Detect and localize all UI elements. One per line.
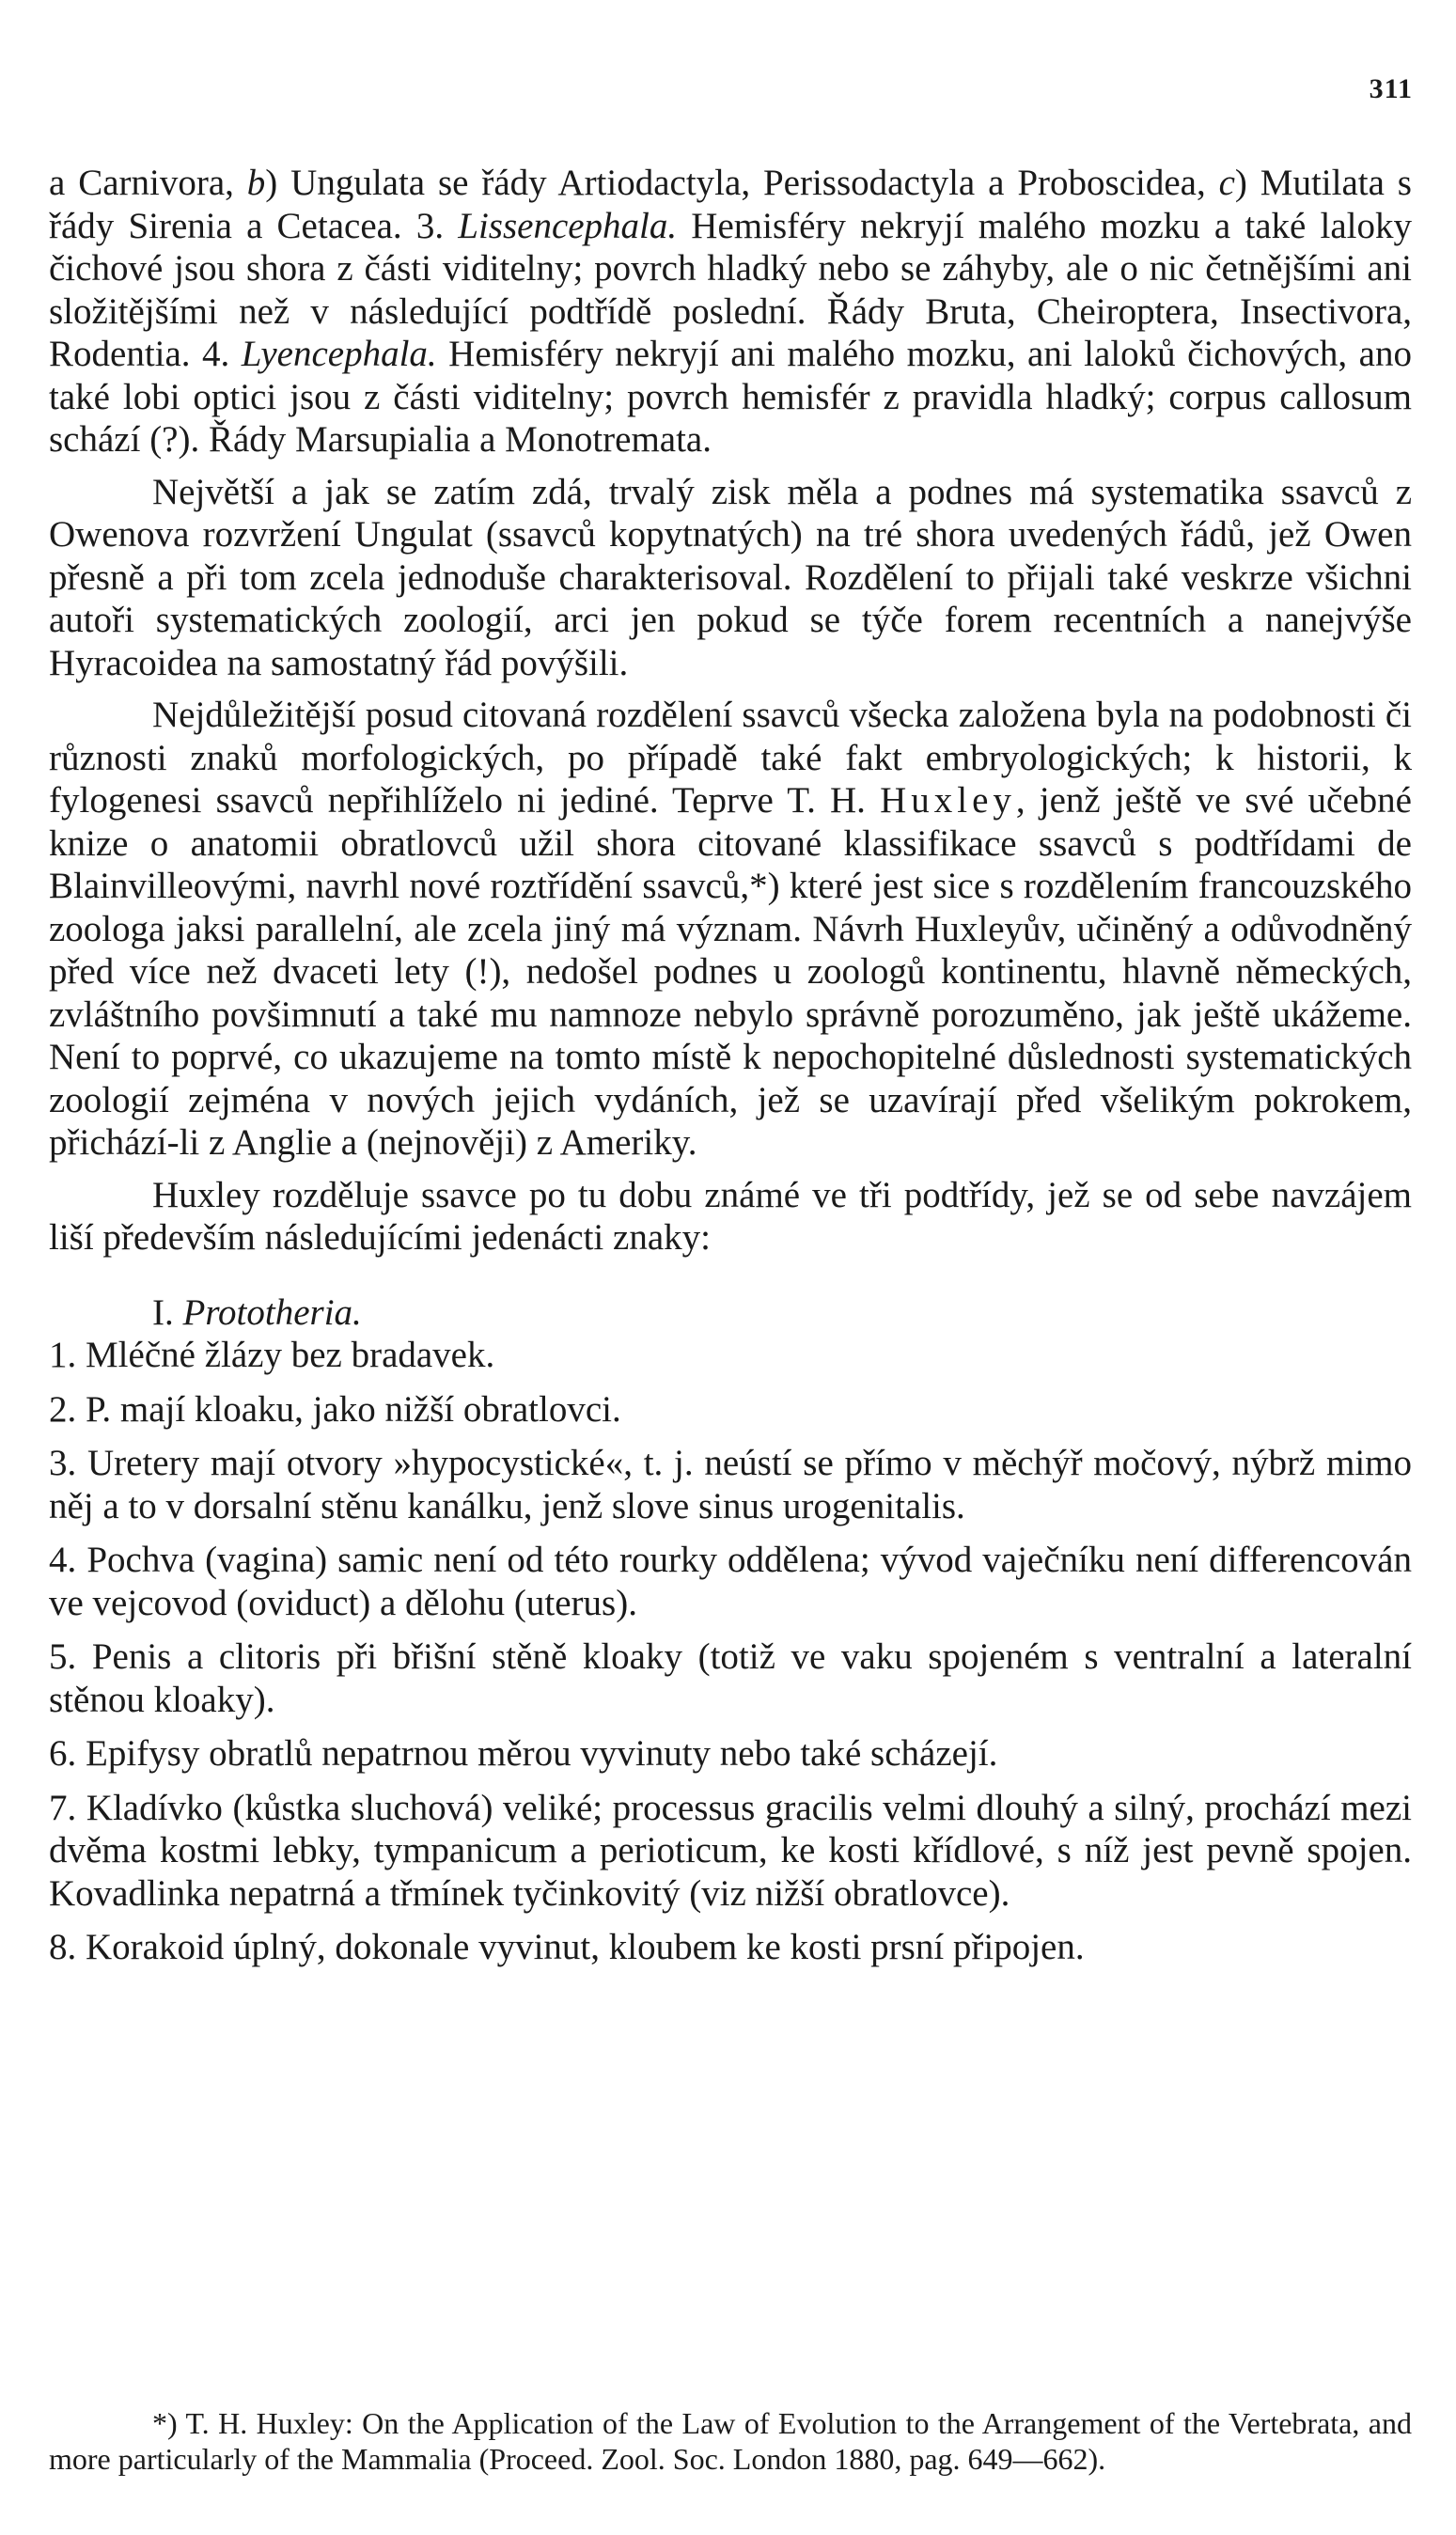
- page-number: 311: [1369, 73, 1413, 104]
- text-run: Hemisféry nekryjí ani malého mozku, ani laloků čichových, ano také lobi optici jsou z části viditelny; povrch hemisfér z pravidla hladký; corpus callosum schází (?). Řády Marsupialia a Monotremata.: [49, 334, 1412, 460]
- section-heading: [49, 1291, 1412, 1335]
- text-run: , jenž ještě ve své učebné knize o anatomii obratlovců užil shora citované klassifikace ssavců s podtřídami de Blainvilleovými, navrhl nové roztřídění ssavců,*) které jest sice s rozdělením francouzského zoologa jaksi parallelní, ale zcela jiný má význam. Návrh Huxleyův, učiněný a odůvodněný před více než dvaceti lety (!), nedošel podnes u zoologů kontinentu, hlavně německých, zvláštního povšimnutí a také mu namnoze nebylo správně porozuměno, jak ještě ukážeme. Není to poprvé, co ukazujeme na tomto místě k nepochopitelné důslednosti systematických zoologií zejména v nových jejich vydáních, jež se uzavírají před všelikým pokrokem, přichází-li z Anglie a (nejnověji) z Ameriky.: [49, 780, 1412, 1163]
- text-run: Nejdůležitější posud citovaná rozdělení ssavců všecka založena byla na podobnosti či různosti znaků morfologických, po případě také fakt embryologických; k historii, k fylogenesi ssavců nepřihlíželo ni jediné. Teprve T. H.: [49, 695, 1412, 821]
- paragraph: [49, 694, 1412, 1165]
- list-item: 2. P. mají kloaku, jako nižší obratlovci.: [49, 1388, 621, 1430]
- text-run: ) Ungulata se řády Artiodactyla, Perissodactyla a Proboscidea,: [265, 163, 1219, 203]
- body-text: [49, 162, 1412, 1969]
- text-run: ) Mutilata s řády Sirenia a Cetacea. 3.: [49, 163, 1412, 246]
- text-run-italic: Lissencephala.: [458, 205, 678, 246]
- paragraph-continuation: [49, 162, 1412, 462]
- list-item: 8. Korakoid úplný, dokonale vyvinut, kloubem ke kosti prsní připojen.: [49, 1927, 1085, 1967]
- section-numeral: I.: [152, 1291, 183, 1333]
- list-item: 7. Kladívko (kůstka sluchová) veliké; processus gracilis velmi dlouhý a silný, prochází mezi dvěma kostmi lebky, tympanicum a perioticum, ke kosti křídlové, s níž jest pevně spojen. Kovadlinka nepatrná a třmínek tyčinkovitý (viz nižší obratlovce).: [49, 1787, 1412, 1914]
- list-item: 5. Penis a clitoris při břišní stěně kloaky (totiž ve vaku spojeném s ventralní a lateralní stěnou kloaky).: [49, 1636, 1412, 1720]
- text-run-italic: c: [1218, 163, 1235, 203]
- list-item: 6. Epifysy obratlů nepatrnou měrou vyvinuty nebo také scházejí.: [49, 1733, 998, 1774]
- section-title: Prototheria.: [182, 1291, 362, 1333]
- paragraph: Huxley rozděluje ssavce po tu dobu známé ve tři podtřídy, jež se od sebe navzájem liší především následujícími jedenácti znaky:: [49, 1174, 1412, 1258]
- text-run-spaced: Huxley: [880, 780, 1016, 821]
- footnote: [49, 2406, 1412, 2477]
- list-item: 4. Pochva (vagina) samic není od této rourky oddělena; vývod vaječníku není differencován ve vejcovod (oviduct) a dělohu (uterus).: [49, 1540, 1412, 1623]
- text-run-italic: b: [246, 163, 266, 203]
- footnote-text: *) T. H. Huxley: On the Application of the Law of Evolution to the Arrangement of the Vertebrata, and more particularly of the Mammalia (Proceed. Zool. Soc. London 1880, pag. 649—662).: [49, 2406, 1412, 2476]
- text-run: a Carnivora,: [49, 163, 247, 203]
- text-run: Hemisféry nekryjí malého mozku a také laloky čichové jsou shora z části viditelny; povrch hladký nebo se záhyby, ale o nic četnějšími ani složitějšími než v následující podtřídě poslední. Řády Bruta, Cheiroptera, Insectivora, Rodentia. 4.: [49, 205, 1412, 374]
- paragraph: Největší a jak se zatím zdá, trvalý zisk měla a podnes má systematika ssavců z Owenova rozvržení Ungulat (ssavců kopytnatých) na tré shora uvedených řádů, jež Owen přesně a při tom zcela jednoduše charakterisoval. Rozdělení to přijali také veskrze všichni autoři systematických zoologií, arci jen pokud se týče forem recentních a nanejvýše Hyracoidea na samostatný řád povýšili.: [49, 471, 1412, 683]
- list-item: 3. Uretery mají otvory »hypocystické«, t. j. neústí se přímo v měchýř močový, nýbrž mimo něj a to v dorsalní stěnu kanálku, jenž slove sinus urogenitalis.: [49, 1443, 1412, 1526]
- list-item: 1. Mléčné žlázy bez bradavek.: [49, 1335, 495, 1375]
- text-run-italic: Lyencephala.: [241, 334, 437, 374]
